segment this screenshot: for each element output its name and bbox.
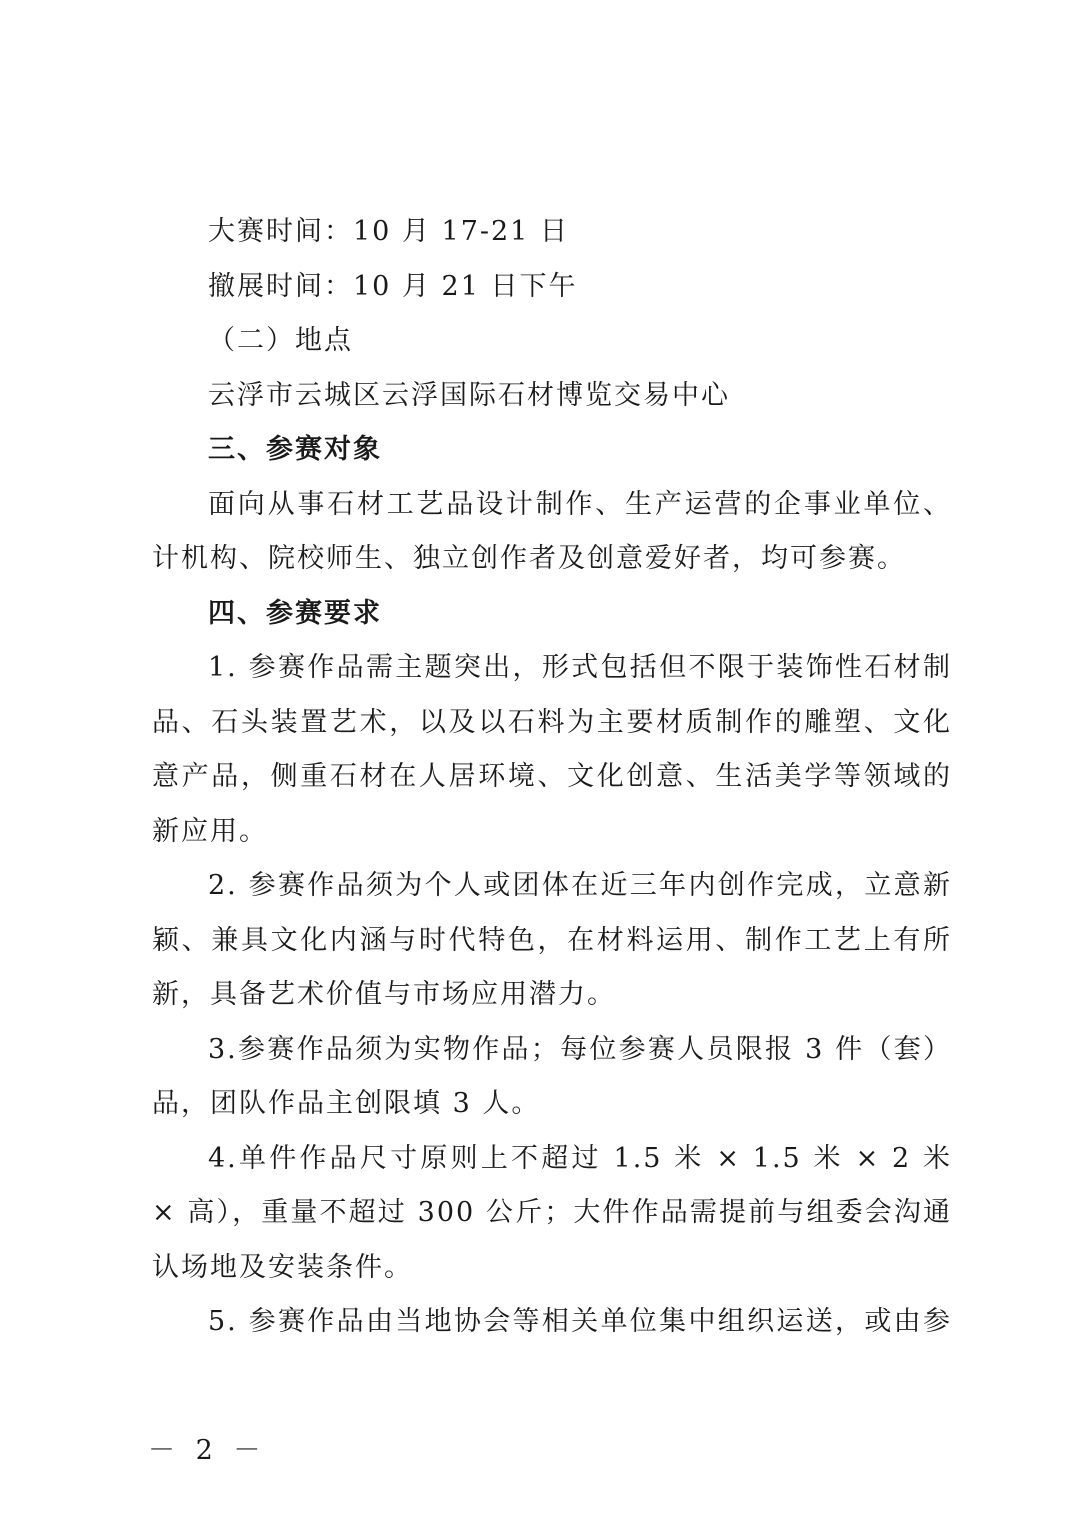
location-line: 云浮市云城区云浮国际石材博览交易中心 [208, 379, 730, 411]
participants-paragraph-line-2: 计机构、院校师生、独立创作者及创意爱好者，均可参赛。 [152, 543, 906, 574]
requirement-4-line-2: × 高），重量不超过 300 公斤；大件作品需提前与组委会沟通 [152, 1197, 952, 1228]
requirement-2-line-2: 颖、兼具文化内涵与时代特色，在材料运用、制作工艺上有所 [152, 924, 952, 956]
requirement-2-line-1: 2. 参赛作品须为个人或团体在近三年内创作完成，立意新 [208, 870, 952, 901]
section-location-heading: （二）地点 [208, 325, 353, 356]
teardown-time-line: 撤展时间：10 月 21 日下午 [208, 270, 578, 302]
requirement-4-line-1: 4.单件作品尺寸原则上不超过 1.5 米 × 1.5 米 × 2 米 [208, 1142, 952, 1174]
participants-paragraph-line-1: 面向从事石材工艺品设计制作、生产运营的企事业单位、 [208, 488, 952, 520]
requirement-3-line-2: 品，团队作品主创限填 3 人。 [152, 1088, 541, 1119]
requirement-1-line-3: 意产品，侧重石材在人居环境、文化创意、生活美学等领域的 [152, 761, 952, 792]
section-participants-heading: 三、参赛对象 [208, 434, 382, 465]
competition-time-line: 大赛时间：10 月 17-21 日 [208, 216, 569, 247]
requirement-4-line-3: 认场地及安装条件。 [152, 1251, 413, 1283]
document-body [152, 205, 952, 1350]
requirement-5-line-1: 5. 参赛作品由当地协会等相关单位集中组织运送，或由参 [208, 1306, 952, 1337]
requirement-3-line-1: 3.参赛作品须为实物作品；每位参赛人员限报 3 件（套） [208, 1033, 952, 1065]
requirement-1-line-4: 新应用。 [152, 815, 268, 847]
requirement-1-line-2: 品、石头装置艺术，以及以石料为主要材质制作的雕塑、文化 [152, 706, 952, 738]
section-requirements-heading: 四、参赛要求 [208, 597, 382, 629]
requirement-2-line-3: 新，具备艺术价值与市场应用潜力。 [152, 979, 616, 1010]
page-number: － 2 － [148, 1435, 267, 1466]
requirement-1-line-1: 1. 参赛作品需主题突出，形式包括但不限于装饰性石材制 [208, 652, 952, 683]
